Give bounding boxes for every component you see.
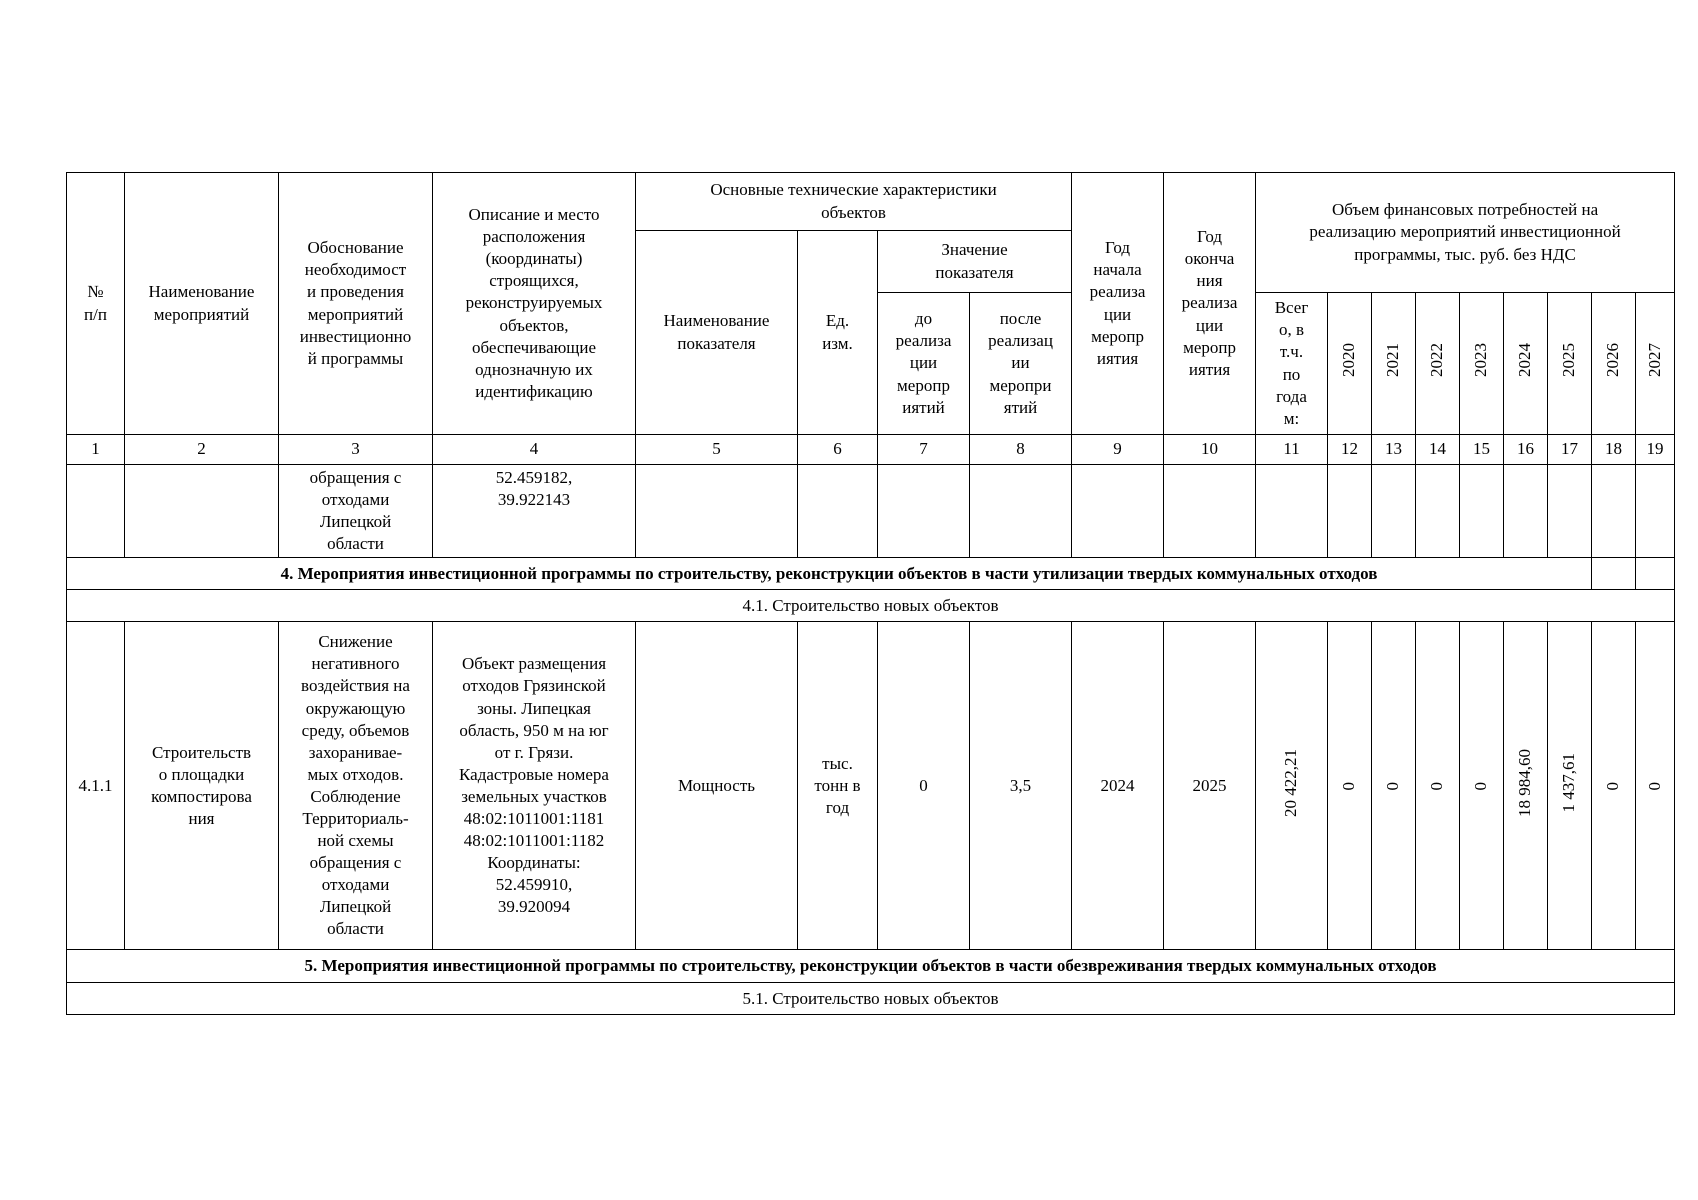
indicator-unit: тыс. тонн в год: [798, 622, 878, 950]
header-justification: Обоснование необходимост и проведения мероприятий инвестиционно й программы: [279, 173, 433, 435]
finance-2026: 0: [1603, 782, 1623, 791]
column-number: 3: [279, 435, 433, 465]
column-number: 13: [1372, 435, 1416, 465]
header-indicator-name: Наименование показателя: [636, 231, 798, 435]
finance-2023: 0: [1471, 782, 1491, 791]
object-description: Объект размещения отходов Грязинской зоны. Липецкая область, 950 м на юг от г. Грязи. Кадастровые номера земельных участков 48:02:1011001:1181 48:02:1011001:1182 Координаты: 52.459910, 39.920094: [433, 622, 636, 950]
column-number: 4: [433, 435, 636, 465]
section-4-1-row: [67, 590, 1675, 622]
finance-year-cell: [1460, 622, 1504, 950]
column-number: 17: [1548, 435, 1592, 465]
header-finance-needs: Объем финансовых потребностей на реализацию мероприятий инвестиционной программы, тыс. руб. без НДС: [1256, 173, 1675, 293]
finance-year-cell: [1372, 622, 1416, 950]
column-number: 7: [878, 435, 970, 465]
table-cell: [798, 465, 878, 558]
header-year-cell: [1504, 293, 1548, 435]
event-name: Строительств о площадки компостирова ния: [125, 622, 279, 950]
table-cell: [1256, 465, 1328, 558]
table-cell: [1548, 465, 1592, 558]
header-year-2020: 2020: [1339, 343, 1359, 378]
finance-year-cell: [1636, 622, 1675, 950]
column-number: 1: [67, 435, 125, 465]
event-justification: Снижение негативного воздействия на окружающую среду, объемов захоранивае- мых отходов. Соблюдение Территориаль- ной схемы обращения с отходами Липецкой области: [279, 622, 433, 950]
column-number: 19: [1636, 435, 1675, 465]
column-number: 16: [1504, 435, 1548, 465]
header-year-end: Год оконча ния реализа ции меропр иятия: [1164, 173, 1256, 435]
header-value-before: до реализа ции меропр иятий: [878, 293, 970, 435]
table-cell: [1636, 465, 1675, 558]
finance-2021: 0: [1383, 782, 1403, 791]
table-cell: [1636, 558, 1675, 590]
header-year-2022: 2022: [1427, 343, 1447, 378]
table-cell: [1592, 465, 1636, 558]
column-number: 9: [1072, 435, 1164, 465]
column-number-row: [67, 435, 1675, 465]
column-number: 15: [1460, 435, 1504, 465]
finance-2022: 0: [1427, 782, 1447, 791]
continuation-justification: обращения с отходами Липецкой области: [279, 465, 433, 558]
column-number: 12: [1328, 435, 1372, 465]
table-cell: [970, 465, 1072, 558]
section-5-1-title: 5.1. Строительство новых объектов: [67, 983, 1675, 1015]
column-number: 6: [798, 435, 878, 465]
section-4-1-title: 4.1. Строительство новых объектов: [67, 590, 1675, 622]
section-4-title: 4. Мероприятия инвестиционной программы по строительству, реконструкции объектов в части утилизации твердых коммунальных отходов: [67, 558, 1592, 590]
section-5-title: 5. Мероприятия инвестиционной программы по строительству, реконструкции объектов в части обезвреживания твердых коммунальных отходов: [67, 950, 1675, 983]
table-cell: [1416, 465, 1460, 558]
table-cell: [1592, 558, 1636, 590]
finance-year-cell: [1592, 622, 1636, 950]
header-year-start: Год начала реализа ции меропр иятия: [1072, 173, 1164, 435]
table-cell: [636, 465, 798, 558]
header-year-cell: [1592, 293, 1636, 435]
finance-year-cell: [1416, 622, 1460, 950]
column-number: 14: [1416, 435, 1460, 465]
column-number: 18: [1592, 435, 1636, 465]
finance-year-cell: [1504, 622, 1548, 950]
section-5-row: [67, 950, 1675, 983]
year-start: 2024: [1072, 622, 1164, 950]
finance-year-cell: [1328, 622, 1372, 950]
finance-total-cell: [1256, 622, 1328, 950]
finance-2027: 0: [1644, 782, 1664, 791]
continuation-row: [67, 465, 1675, 558]
header-year-cell: [1460, 293, 1504, 435]
header-year-2023: 2023: [1471, 343, 1491, 378]
header-year-cell: [1416, 293, 1460, 435]
finance-total: 20 422,21: [1281, 748, 1301, 817]
header-year-2026: 2026: [1603, 343, 1623, 378]
header-year-cell: [1636, 293, 1675, 435]
header-year-cell: [1328, 293, 1372, 435]
table-cell: [1372, 465, 1416, 558]
header-year-cell: [1548, 293, 1592, 435]
header-value-after: после реализац ии меропри ятий: [970, 293, 1072, 435]
table-cell: [1460, 465, 1504, 558]
header-year-2021: 2021: [1383, 343, 1403, 378]
header-event-name: Наименование мероприятий: [125, 173, 279, 435]
table-cell: [1504, 465, 1548, 558]
header-year-2025: 2025: [1559, 343, 1579, 378]
header-tech-characteristics: Основные технические характеристики объектов: [636, 173, 1072, 231]
year-end: 2025: [1164, 622, 1256, 950]
value-before: 0: [878, 622, 970, 950]
table-cell: [125, 465, 279, 558]
header-year-2027: 2027: [1644, 343, 1664, 378]
investment-program-table: [66, 172, 1675, 1015]
column-number: 5: [636, 435, 798, 465]
finance-2024: 18 984,60: [1515, 748, 1535, 817]
value-after: 3,5: [970, 622, 1072, 950]
table-cell: [1072, 465, 1164, 558]
table-cell: [1328, 465, 1372, 558]
column-number: 8: [970, 435, 1072, 465]
finance-2020: 0: [1339, 782, 1359, 791]
finance-2025: 1 437,61: [1559, 753, 1579, 813]
indicator-name: Мощность: [636, 622, 798, 950]
table-row: [67, 622, 1675, 950]
header-year-cell: [1372, 293, 1416, 435]
finance-year-cell: [1548, 622, 1592, 950]
header-unit: Ед. изм.: [798, 231, 878, 435]
table-cell: [67, 465, 125, 558]
column-number: 11: [1256, 435, 1328, 465]
header-total: Всег о, в т.ч. по года м:: [1256, 293, 1328, 435]
continuation-coordinates: 52.459182, 39.922143: [433, 465, 636, 558]
header-description: Описание и место расположения (координаты) строящихся, реконструируемых объектов, обеспечивающие однозначную их идентификацию: [433, 173, 636, 435]
table-cell: [1164, 465, 1256, 558]
row-number: 4.1.1: [67, 622, 125, 950]
section-4-row: [67, 558, 1675, 590]
column-number: 10: [1164, 435, 1256, 465]
header-year-2024: 2024: [1515, 343, 1535, 378]
header-number: № п/п: [67, 173, 125, 435]
section-5-1-row: [67, 983, 1675, 1015]
header-indicator-value: Значение показателя: [878, 231, 1072, 293]
header-row-1: [67, 173, 1675, 231]
column-number: 2: [125, 435, 279, 465]
table-cell: [878, 465, 970, 558]
